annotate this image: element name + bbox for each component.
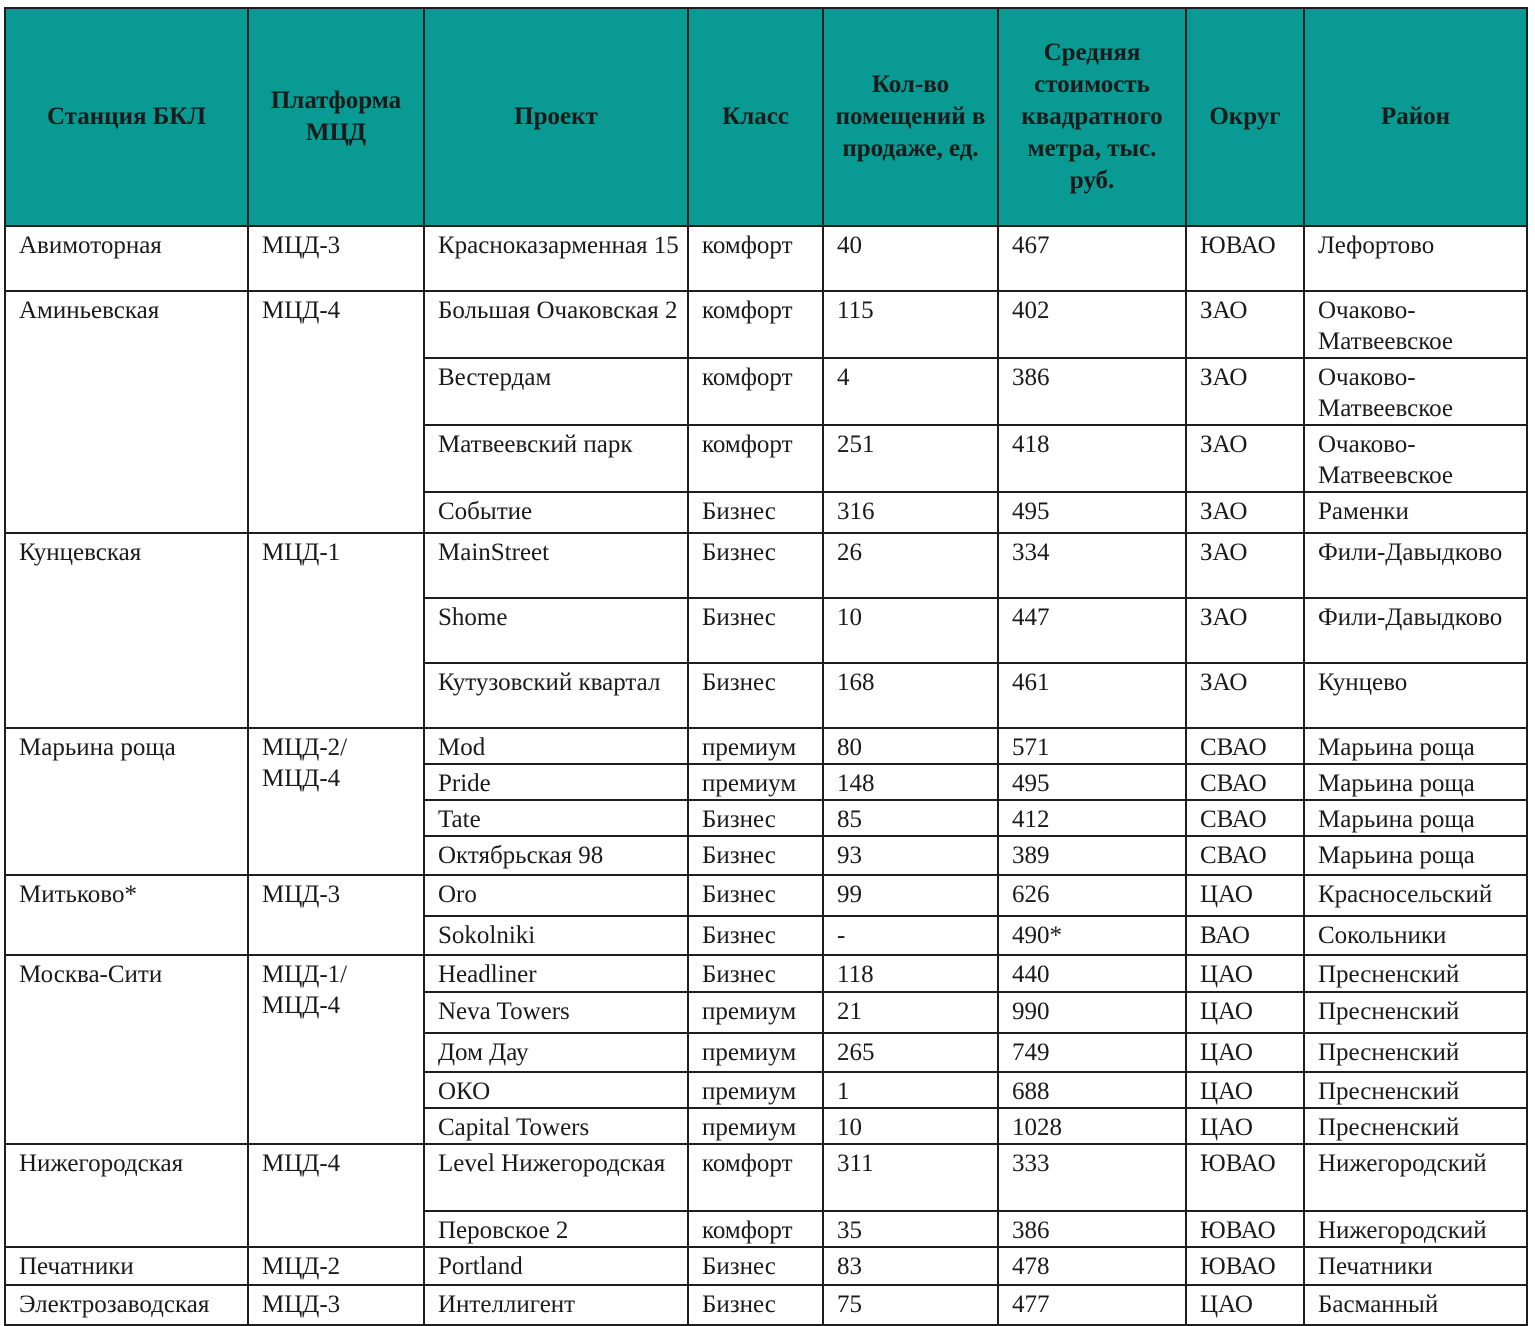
platform-cell: МЦД-4 <box>248 1144 424 1247</box>
district-cell: Марьина роща <box>1304 836 1527 875</box>
project-cell: Матвеевский парк <box>424 425 688 492</box>
okrug-cell: СВАО <box>1186 800 1304 836</box>
district-cell: Пресненский <box>1304 1108 1527 1144</box>
count-cell: 35 <box>823 1211 998 1247</box>
okrug-cell: ЦАО <box>1186 992 1304 1033</box>
okrug-cell: ЦАО <box>1186 875 1304 916</box>
okrug-cell: ЮВАО <box>1186 1144 1304 1211</box>
district-cell: Басманный <box>1304 1285 1527 1325</box>
price-cell: 386 <box>998 1211 1186 1247</box>
okrug-cell: СВАО <box>1186 836 1304 875</box>
count-cell: 1 <box>823 1072 998 1108</box>
okrug-cell: ЗАО <box>1186 663 1304 728</box>
okrug-cell: ЗАО <box>1186 492 1304 533</box>
project-cell: MainStreet <box>424 533 688 598</box>
district-cell: Печатники <box>1304 1247 1527 1285</box>
class-cell: комфорт <box>688 1144 823 1211</box>
platform-cell: МЦД-3 <box>248 875 424 955</box>
okrug-cell: ЦАО <box>1186 1108 1304 1144</box>
project-cell: Интеллигент <box>424 1285 688 1325</box>
station-cell: Аминьевская <box>5 291 248 533</box>
header-district: Район <box>1304 8 1527 226</box>
count-cell: 75 <box>823 1285 998 1325</box>
project-cell: Level Нижегородская <box>424 1144 688 1211</box>
header-project: Проект <box>424 8 688 226</box>
project-cell: Sokolniki <box>424 916 688 955</box>
okrug-cell: ЦАО <box>1186 1072 1304 1108</box>
class-cell: Бизнес <box>688 916 823 955</box>
class-cell: Бизнес <box>688 1285 823 1325</box>
district-cell: Пресненский <box>1304 992 1527 1033</box>
class-cell: Бизнес <box>688 875 823 916</box>
station-cell: Марьина роща <box>5 728 248 875</box>
count-cell: 10 <box>823 1108 998 1144</box>
price-cell: 461 <box>998 663 1186 728</box>
okrug-cell: ЮВАО <box>1186 1247 1304 1285</box>
class-cell: Бизнес <box>688 1247 823 1285</box>
table-body <box>5 226 1527 1325</box>
district-cell: Нижегородский <box>1304 1211 1527 1247</box>
district-cell: Очаково-Матвеевское <box>1304 425 1527 492</box>
district-cell: Лефортово <box>1304 226 1527 291</box>
count-cell: 316 <box>823 492 998 533</box>
count-cell: 21 <box>823 992 998 1033</box>
okrug-cell: ЗАО <box>1186 598 1304 663</box>
count-cell: 26 <box>823 533 998 598</box>
project-cell: Capital Towers <box>424 1108 688 1144</box>
header-platform: Платформа МЦД <box>248 8 424 226</box>
class-cell: премиум <box>688 1108 823 1144</box>
class-cell: Бизнес <box>688 663 823 728</box>
okrug-cell: ЦАО <box>1186 1285 1304 1325</box>
table-row <box>5 1285 1527 1325</box>
table-row <box>5 1247 1527 1285</box>
count-cell: 148 <box>823 764 998 800</box>
project-cell: Октябрьская 98 <box>424 836 688 875</box>
okrug-cell: СВАО <box>1186 764 1304 800</box>
district-cell: Красносельский <box>1304 875 1527 916</box>
class-cell: премиум <box>688 764 823 800</box>
count-cell: 168 <box>823 663 998 728</box>
price-cell: 386 <box>998 358 1186 425</box>
project-cell: Краснoказарменная 15 <box>424 226 688 291</box>
price-cell: 688 <box>998 1072 1186 1108</box>
count-cell: 4 <box>823 358 998 425</box>
district-cell: Раменки <box>1304 492 1527 533</box>
count-cell: - <box>823 916 998 955</box>
header-price: Средняя стоимость квадратного метра, тыс. руб. <box>998 8 1186 226</box>
count-cell: 85 <box>823 800 998 836</box>
platform-cell: МЦД-3 <box>248 226 424 291</box>
price-cell: 477 <box>998 1285 1186 1325</box>
price-cell: 412 <box>998 800 1186 836</box>
class-cell: комфорт <box>688 226 823 291</box>
district-cell: Марьина роща <box>1304 764 1527 800</box>
count-cell: 118 <box>823 955 998 992</box>
district-cell: Нижегородский <box>1304 1144 1527 1211</box>
count-cell: 115 <box>823 291 998 358</box>
properties-table <box>4 7 1528 1326</box>
price-cell: 334 <box>998 533 1186 598</box>
project-cell: Mod <box>424 728 688 764</box>
class-cell: Бизнес <box>688 800 823 836</box>
count-cell: 265 <box>823 1033 998 1072</box>
price-cell: 402 <box>998 291 1186 358</box>
project-cell: Дом Дау <box>424 1033 688 1072</box>
project-cell: Вестердам <box>424 358 688 425</box>
header-row <box>5 8 1527 226</box>
class-cell: Бизнес <box>688 598 823 663</box>
platform-cell: МЦД-3 <box>248 1285 424 1325</box>
okrug-cell: ЦАО <box>1186 955 1304 992</box>
project-cell: Shome <box>424 598 688 663</box>
district-cell: Фили-Давыдково <box>1304 533 1527 598</box>
okrug-cell: ЦАО <box>1186 1033 1304 1072</box>
platform-cell: МЦД-4 <box>248 291 424 533</box>
district-cell: Кунцево <box>1304 663 1527 728</box>
price-cell: 467 <box>998 226 1186 291</box>
okrug-cell: ЗАО <box>1186 291 1304 358</box>
district-cell: Сокольники <box>1304 916 1527 955</box>
okrug-cell: ЮВАО <box>1186 226 1304 291</box>
price-cell: 990 <box>998 992 1186 1033</box>
district-cell: Пресненский <box>1304 1072 1527 1108</box>
district-cell: Фили-Давыдково <box>1304 598 1527 663</box>
district-cell: Очаково-Матвеевское <box>1304 291 1527 358</box>
okrug-cell: СВАО <box>1186 728 1304 764</box>
price-cell: 490* <box>998 916 1186 955</box>
table-row <box>5 728 1527 764</box>
okrug-cell: ЗАО <box>1186 358 1304 425</box>
count-cell: 80 <box>823 728 998 764</box>
class-cell: премиум <box>688 1072 823 1108</box>
project-cell: Portland <box>424 1247 688 1285</box>
price-cell: 418 <box>998 425 1186 492</box>
district-cell: Марьина роща <box>1304 728 1527 764</box>
price-cell: 440 <box>998 955 1186 992</box>
class-cell: комфорт <box>688 291 823 358</box>
price-cell: 447 <box>998 598 1186 663</box>
station-cell: Москва-Сити <box>5 955 248 1144</box>
station-cell: Нижегородская <box>5 1144 248 1247</box>
class-cell: премиум <box>688 728 823 764</box>
okrug-cell: ЮВАО <box>1186 1211 1304 1247</box>
project-cell: Pride <box>424 764 688 800</box>
price-cell: 333 <box>998 1144 1186 1211</box>
table-row <box>5 955 1527 992</box>
class-cell: премиум <box>688 1033 823 1072</box>
class-cell: комфорт <box>688 425 823 492</box>
price-cell: 478 <box>998 1247 1186 1285</box>
project-cell: Neva Towers <box>424 992 688 1033</box>
project-cell: ОКО <box>424 1072 688 1108</box>
count-cell: 99 <box>823 875 998 916</box>
price-cell: 389 <box>998 836 1186 875</box>
project-cell: Headliner <box>424 955 688 992</box>
project-cell: Перовское 2 <box>424 1211 688 1247</box>
project-cell: Большая Очаковская 2 <box>424 291 688 358</box>
table-row <box>5 226 1527 291</box>
platform-cell: МЦД-1 <box>248 533 424 728</box>
district-cell: Пресненский <box>1304 955 1527 992</box>
district-cell: Очаково-Матвеевское <box>1304 358 1527 425</box>
table-row <box>5 1144 1527 1211</box>
count-cell: 10 <box>823 598 998 663</box>
count-cell: 93 <box>823 836 998 875</box>
station-cell: Митьково* <box>5 875 248 955</box>
class-cell: комфорт <box>688 358 823 425</box>
class-cell: Бизнес <box>688 955 823 992</box>
count-cell: 83 <box>823 1247 998 1285</box>
station-cell: Печатники <box>5 1247 248 1285</box>
project-cell: Кутузовский квартал <box>424 663 688 728</box>
class-cell: комфорт <box>688 1211 823 1247</box>
class-cell: премиум <box>688 992 823 1033</box>
header-class: Класс <box>688 8 823 226</box>
price-cell: 1028 <box>998 1108 1186 1144</box>
table-row <box>5 291 1527 358</box>
platform-cell: МЦД-2/МЦД-4 <box>248 728 424 875</box>
district-cell: Марьина роща <box>1304 800 1527 836</box>
platform-cell: МЦД-2 <box>248 1247 424 1285</box>
class-cell: Бизнес <box>688 533 823 598</box>
price-cell: 571 <box>998 728 1186 764</box>
table-row <box>5 533 1527 598</box>
class-cell: Бизнес <box>688 836 823 875</box>
okrug-cell: ЗАО <box>1186 533 1304 598</box>
price-cell: 495 <box>998 492 1186 533</box>
platform-cell: МЦД-1/МЦД-4 <box>248 955 424 1144</box>
header-okrug: Округ <box>1186 8 1304 226</box>
price-cell: 495 <box>998 764 1186 800</box>
station-cell: Кунцевская <box>5 533 248 728</box>
station-cell: Электрозаводская <box>5 1285 248 1325</box>
count-cell: 40 <box>823 226 998 291</box>
price-cell: 749 <box>998 1033 1186 1072</box>
project-cell: Событие <box>424 492 688 533</box>
count-cell: 251 <box>823 425 998 492</box>
district-cell: Пресненский <box>1304 1033 1527 1072</box>
price-cell: 626 <box>998 875 1186 916</box>
project-cell: Oro <box>424 875 688 916</box>
okrug-cell: ВАО <box>1186 916 1304 955</box>
project-cell: Tate <box>424 800 688 836</box>
count-cell: 311 <box>823 1144 998 1211</box>
header-station: Станция БКЛ <box>5 8 248 226</box>
class-cell: Бизнес <box>688 492 823 533</box>
okrug-cell: ЗАО <box>1186 425 1304 492</box>
table-row <box>5 875 1527 916</box>
station-cell: Авимоторная <box>5 226 248 291</box>
header-count: Кол-во помещений в продаже, ед. <box>823 8 998 226</box>
